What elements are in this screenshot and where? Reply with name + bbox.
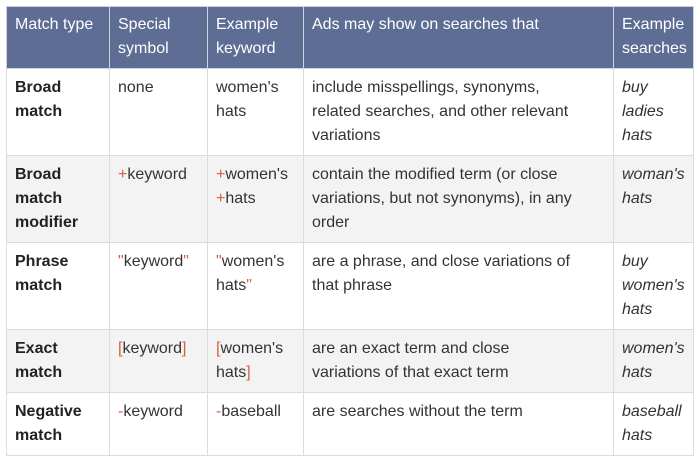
table-row-phrase-match: [7, 243, 694, 330]
symbol-bracket-close: ]: [246, 364, 251, 381]
header-row: [7, 7, 694, 69]
header-special-symbol: Special symbol: [110, 7, 208, 69]
description-cell: include misspellings, synonyms, related searches, and other relevant variations: [304, 69, 614, 156]
symbol-plus: +: [216, 190, 226, 207]
example-search-cell: buy women's hats: [614, 243, 694, 330]
table-row-negative-match: [7, 393, 694, 456]
symbol-bracket-close: ]: [182, 340, 187, 357]
keyword-cell: [women's hats]: [208, 330, 304, 393]
match-type-cell: Broad match modifier: [7, 156, 110, 243]
symbol-minus: -: [216, 403, 222, 420]
match-types-table: [6, 6, 694, 456]
symbol-quote-open: ": [216, 253, 222, 270]
header-match-type: Match type: [7, 7, 110, 69]
symbol-plus: +: [118, 166, 128, 183]
example-search-cell: buy ladies hats: [614, 69, 694, 156]
symbol-cell: "keyword": [110, 243, 208, 330]
example-search-cell: baseball hats: [614, 393, 694, 456]
keyword-cell: -baseball: [208, 393, 304, 456]
symbol-quote-open: ": [118, 253, 124, 270]
symbol-cell: none: [110, 69, 208, 156]
symbol-cell: [keyword]: [110, 330, 208, 393]
symbol-quote-close: ": [246, 277, 252, 294]
symbol-bracket-open: [: [216, 340, 221, 357]
symbol-minus: -: [118, 403, 124, 420]
table-row-broad-match: [7, 69, 694, 156]
symbol-quote-close: ": [183, 253, 189, 270]
example-search-cell: woman's hats: [614, 156, 694, 243]
example-search-cell: women's hats: [614, 330, 694, 393]
symbol-plus: +: [216, 166, 226, 183]
keyword-cell: women's hats: [208, 69, 304, 156]
symbol-bracket-open: [: [118, 340, 123, 357]
symbol-cell: +keyword: [110, 156, 208, 243]
description-cell: are searches without the term: [304, 393, 614, 456]
description-cell: are a phrase, and close variations of that phrase: [304, 243, 614, 330]
keyword-cell: "women's hats": [208, 243, 304, 330]
match-type-cell: Broad match: [7, 69, 110, 156]
keyword-cell: +women's +hats: [208, 156, 304, 243]
header-ads-may-show: Ads may show on searches that: [304, 7, 614, 69]
header-example-searches: Example searches: [614, 7, 694, 69]
match-type-cell: Phrase match: [7, 243, 110, 330]
match-type-cell: Exact match: [7, 330, 110, 393]
table-row-exact-match: [7, 330, 694, 393]
symbol-cell: -keyword: [110, 393, 208, 456]
match-type-cell: Negative match: [7, 393, 110, 456]
header-example-keyword: Example keyword: [208, 7, 304, 69]
table-row-broad-match-modifier: [7, 156, 694, 243]
description-cell: contain the modified term (or close variations, but not synonyms), in any order: [304, 156, 614, 243]
description-cell: are an exact term and close variations of that exact term: [304, 330, 614, 393]
